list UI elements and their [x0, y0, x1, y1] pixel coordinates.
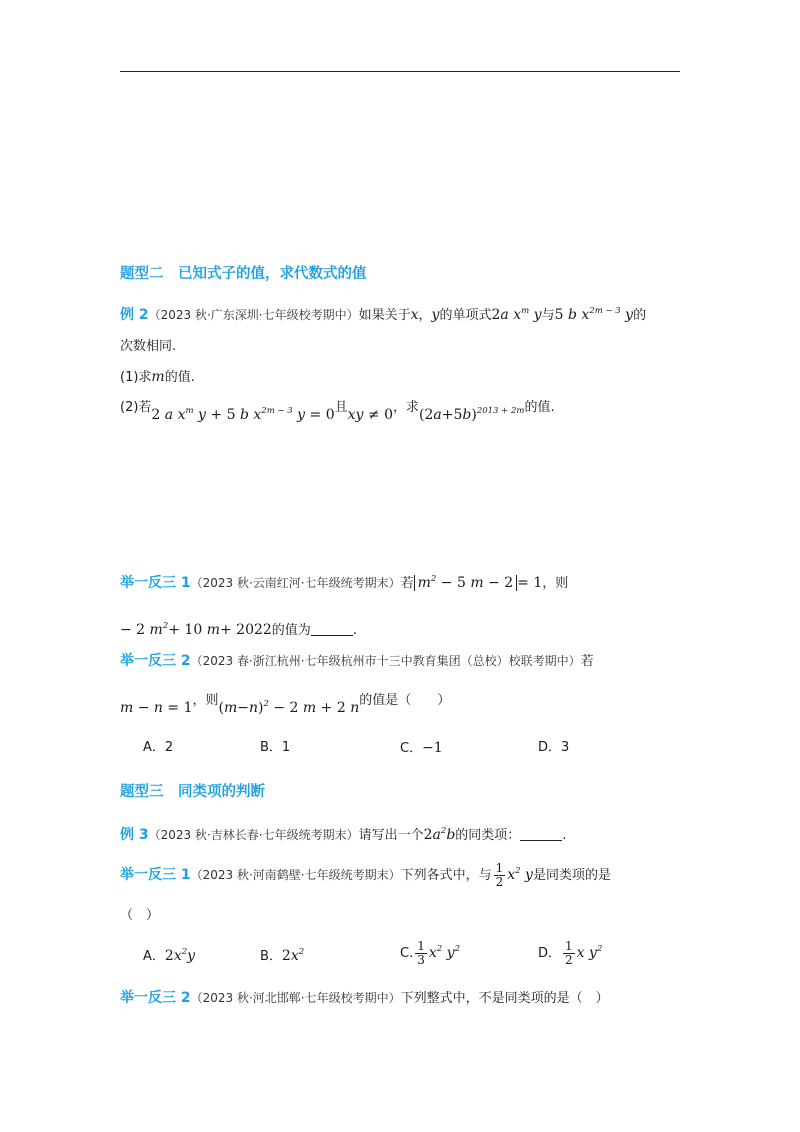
practice-2-2-tag: 举一反三 2 [120, 653, 191, 669]
option-b[interactable] [260, 946, 304, 967]
option-c-label: C. [400, 946, 414, 961]
example-2-source: （2023 秋·广东深圳·七年级校考期中） [148, 308, 359, 322]
option-c-value: −1 [422, 740, 443, 756]
practice-3-2-source: （2023 秋·河北邯郸·七年级校考期中） [190, 991, 401, 1005]
math-y: y [431, 307, 440, 323]
example-2-text: 的 [633, 308, 647, 323]
target-expression: $(m-n)^2 - 2$ m + 2 n [218, 699, 360, 716]
example-2-line2: 次数相同. [120, 339, 177, 354]
option-a-expr: $2x^2y$ [164, 947, 196, 964]
example-2-text: 与 [541, 308, 555, 323]
example-3-text: 的同类项： [455, 828, 521, 843]
q2-ask: ，求 [392, 400, 419, 415]
option-c[interactable] [400, 940, 460, 967]
q2-equation: 2 a $x^m$ y + 5 b $x^{2m - 3}$ y = 0 [151, 406, 335, 423]
practice-2-1-tag: 举一反三 1 [120, 575, 191, 591]
monomial-1: 2a $x^m$ y [491, 306, 542, 323]
monomial: $x^2$ y [507, 866, 533, 883]
practice-3-1-line2: （ ） [120, 908, 160, 923]
condition-expression: m − n = 1 [120, 700, 193, 716]
q1-suffix: 的值. [164, 370, 195, 385]
practice-3-2-tag: 举一反三 2 [120, 990, 191, 1006]
q2-condition: xy ≠ 0 [347, 407, 393, 423]
option-b-expr: $2x^2$ [281, 947, 305, 964]
option-b[interactable]: B．1 [260, 740, 291, 755]
target-expression: − 2 $m^2+ 10$ m+ 2022 [120, 621, 272, 638]
practice-2-2-text: 的值是（ ） [359, 693, 451, 708]
abs-expression: $m^2 - 5$ m − 2 = 1 [414, 575, 543, 591]
fraction-half: $\frac{1}{2}$ [495, 861, 504, 889]
answer-blank[interactable] [311, 621, 353, 636]
practice-2-1-source: （2023 秋·云南红河·七年级统考期末） [190, 576, 401, 590]
practice-2-1-text: ，则 [542, 576, 569, 591]
example-3-end: . [562, 828, 567, 843]
option-d-expr: x $y^2$ [576, 944, 603, 961]
practice-2-1-line1 [120, 573, 568, 594]
practice-2-1-line2 [120, 620, 357, 641]
option-c[interactable] [400, 738, 443, 759]
example-3-line [120, 825, 566, 846]
practice-2-1-end: . [352, 623, 357, 638]
example-3-source: （2023 秋·吉林长春·七年级统考期末） [148, 828, 359, 842]
header-rule [120, 71, 680, 72]
example-2-tag: 例 2 [120, 307, 149, 323]
option-d-label: D． [538, 946, 562, 961]
practice-2-1-text: 若 [400, 576, 414, 591]
example-3-text: 请写出一个 [358, 828, 424, 843]
monomial-2: 5 b $x^{2m - 3}$ y [554, 306, 634, 323]
q2-prefix: (2)若 [120, 400, 152, 415]
example-2-q2 [120, 397, 555, 423]
practice-2-2-line2 [120, 693, 451, 719]
monomial: $2a^2b$ [423, 826, 456, 843]
option-b-label: B． [260, 949, 282, 964]
example-2-line1: 例 2（2023 秋·广东深圳·七年级校考期中）如果关于x，y的单项式2a $x^m$ y与5 b $x^{2m - 3}$ y的 [120, 306, 647, 323]
practice-3-1-text: 是同类项的是 [532, 868, 611, 883]
example-2-q1 [120, 367, 195, 388]
option-a[interactable] [143, 946, 195, 967]
practice-2-2-text: 若 [580, 654, 594, 669]
q1-prefix: (1)求 [120, 370, 152, 385]
practice-3-1-line1 [120, 862, 611, 889]
practice-2-2-source: （2023 春·浙江杭州·七年级杭州市十三中教育集团（总校）校联考期中） [190, 654, 581, 668]
section3-title: 题型三 同类项的判断 [120, 784, 265, 800]
fraction-third: $\frac{1}{3}$ [417, 939, 425, 967]
example-2-text: 的单项式 [439, 308, 492, 323]
option-a-label: A． [143, 949, 165, 964]
example-2-text: 如果关于 [358, 308, 411, 323]
practice-2-2-line1 [120, 651, 594, 672]
option-d[interactable] [538, 940, 602, 967]
fraction-half: $\frac{1}{2}$ [565, 939, 573, 967]
option-c-label: C． [400, 741, 423, 756]
practice-3-2-text: 下列整式中，不是同类项的是（ ） [400, 991, 609, 1006]
q2-expression: $(2a+5b)^{2013 + 2m}$ [419, 406, 525, 423]
example-3-tag: 例 3 [120, 827, 149, 843]
practice-2-2-text: ，则 [192, 693, 219, 708]
option-d[interactable]: D．3 [538, 740, 570, 755]
answer-blank[interactable] [520, 826, 562, 841]
practice-3-1-tag: 举一反三 1 [120, 867, 191, 883]
option-c-expr: $x^2$ $y^2$ [428, 944, 460, 961]
option-a[interactable]: A．2 [143, 740, 174, 755]
practice-3-1-text: 下列各式中，与 [400, 868, 492, 883]
math-m: m [151, 369, 165, 385]
practice-2-1-text: 的值为 [271, 623, 311, 638]
math-x: x [410, 307, 419, 323]
q2-and: 且 [334, 400, 348, 415]
practice-3-2-line [120, 988, 609, 1009]
practice-3-1-source: （2023 秋·河南鹤壁·七年级统考期末） [190, 868, 401, 882]
q2-suffix: 的值. [524, 400, 555, 415]
section2-title: 题型二 已知式子的值，求代数式的值 [120, 266, 367, 282]
